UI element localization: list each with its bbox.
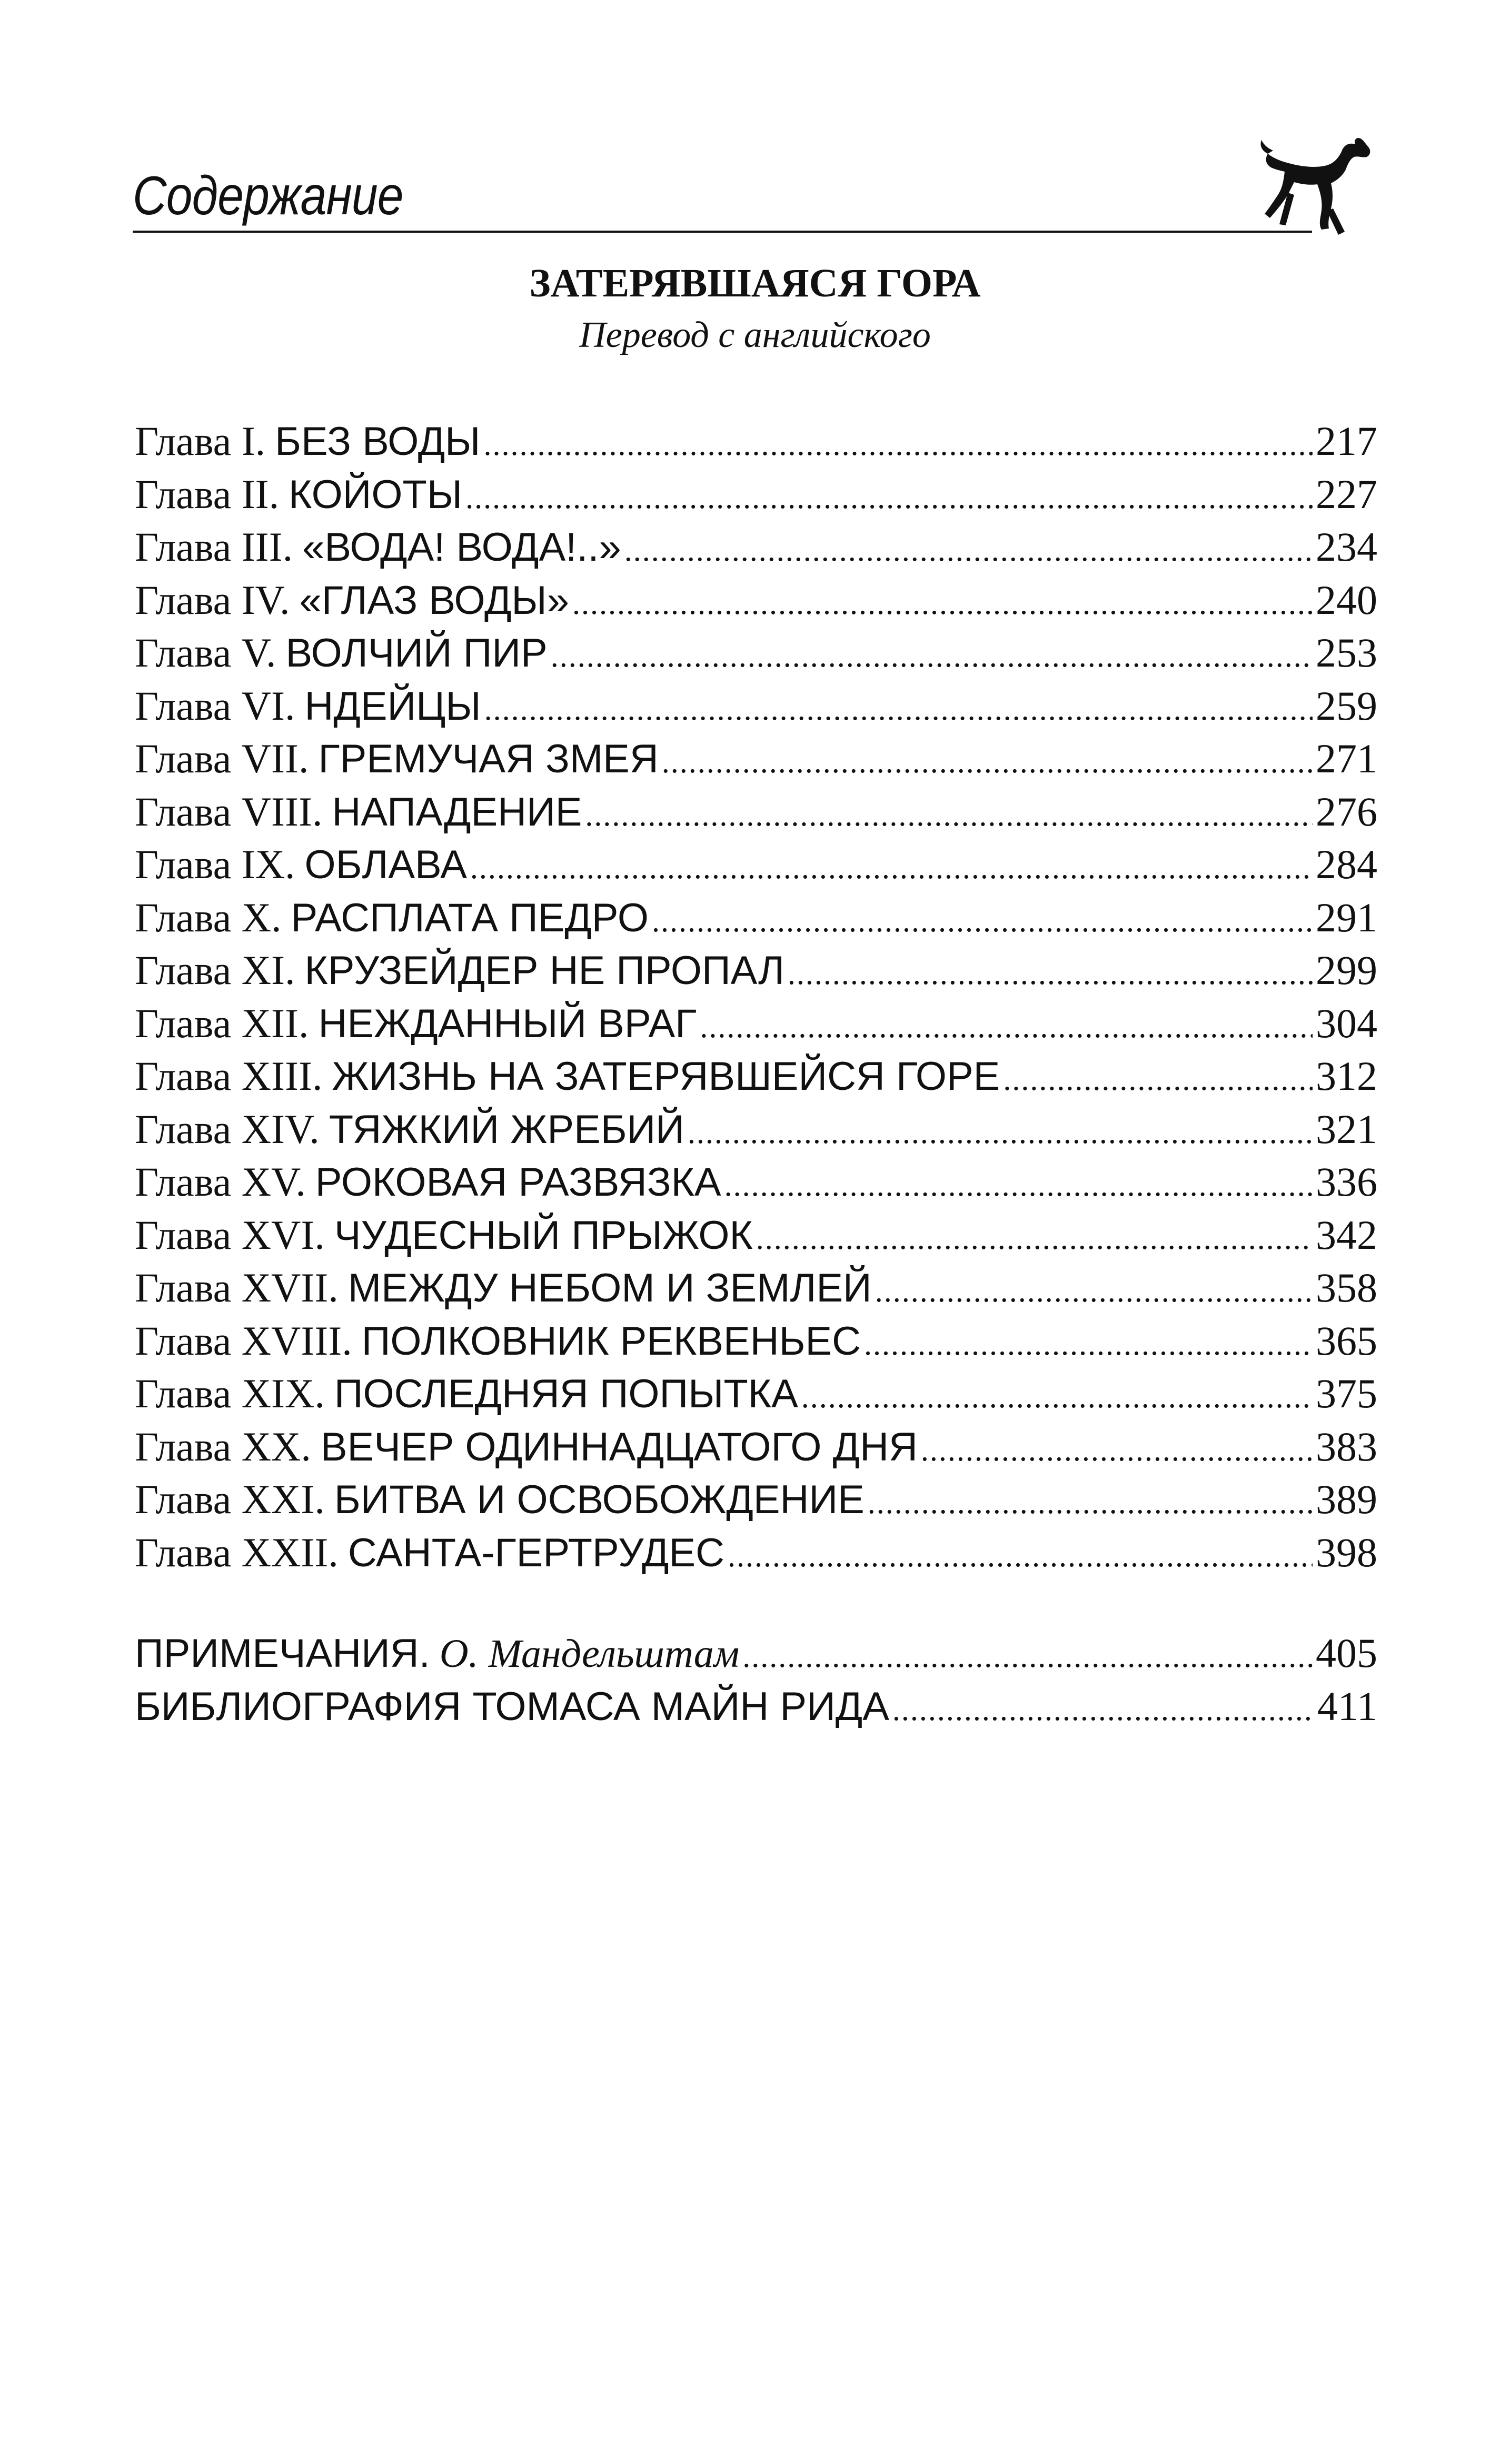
chapter-number: Глава XXII. — [135, 1529, 339, 1575]
dot-leader — [875, 1265, 1313, 1318]
chapter-title: ОБЛАВА — [304, 842, 467, 887]
chapter-number: Глава XX. — [135, 1423, 311, 1469]
chapter-number: Глава VI. — [135, 682, 295, 729]
toc-entry[interactable] — [135, 1367, 1377, 1420]
page-number: 312 — [1316, 1053, 1377, 1099]
dot-leader — [728, 1529, 1313, 1583]
toc-entry[interactable] — [135, 574, 1377, 627]
page-number: 240 — [1316, 577, 1377, 623]
page-number: 259 — [1316, 682, 1377, 729]
chapter-number: Глава XVIII. — [135, 1317, 352, 1364]
chapter-number: Глава II. — [135, 471, 280, 517]
dot-leader — [892, 1683, 1314, 1736]
chapter-title: «ВОДА! ВОДА!..» — [302, 525, 621, 570]
dot-leader — [483, 418, 1313, 471]
chapter-title: ВОЛЧИЙ ПИР — [285, 631, 548, 675]
page-number: 299 — [1316, 947, 1377, 993]
toc-entry[interactable] — [135, 680, 1377, 733]
toc-entry[interactable] — [135, 627, 1377, 680]
dot-leader — [585, 789, 1313, 842]
chapter-number: Глава XIX. — [135, 1370, 325, 1416]
chapter-title: ЖИЗНЬ НА ЗАТЕРЯВШЕЙСЯ ГОРЕ — [332, 1054, 1000, 1099]
chapter-title: ПОЛКОВНИК РЕКВЕНЬЕС — [361, 1318, 861, 1364]
page-number: 358 — [1316, 1265, 1377, 1310]
dot-leader — [724, 1159, 1313, 1212]
dot-leader — [1003, 1053, 1313, 1106]
table-of-contents — [135, 415, 1377, 1579]
dot-leader — [801, 1370, 1313, 1424]
dot-leader — [864, 1318, 1313, 1371]
page-number: 411 — [1317, 1683, 1377, 1729]
chapter-title: КОЙОТЫ — [289, 472, 463, 517]
page-number: 375 — [1316, 1370, 1377, 1416]
page-number: 336 — [1316, 1159, 1377, 1205]
chapter-number: Глава V. — [135, 630, 276, 675]
dot-leader — [662, 736, 1313, 789]
chapter-title: ГРЕМУЧАЯ ЗМЕЯ — [318, 737, 659, 781]
chapter-number: Глава X. — [135, 894, 282, 940]
backmatter-entry[interactable] — [135, 1627, 1377, 1680]
toc-entry[interactable] — [135, 891, 1377, 945]
dot-leader — [756, 1212, 1313, 1265]
dot-leader — [572, 577, 1313, 630]
chapter-title: НДЕЙЦЫ — [304, 683, 481, 729]
chapter-number: Глава XVII. — [135, 1265, 339, 1310]
chapter-title: КРУЗЕЙДЕР НЕ ПРОПАЛ — [304, 948, 784, 993]
backmatter-author: О. Мандельштам — [439, 1632, 740, 1676]
page-number: 398 — [1316, 1529, 1377, 1575]
toc-entry[interactable] — [135, 838, 1377, 891]
backmatter-entry[interactable] — [135, 1680, 1377, 1733]
running-header — [133, 153, 1380, 237]
dot-leader — [624, 524, 1313, 577]
horse-icon — [1259, 132, 1380, 242]
dot-leader — [551, 630, 1313, 683]
dot-leader — [742, 1630, 1313, 1683]
chapter-title: «ГЛАЗ ВОДЫ» — [299, 578, 569, 623]
chapter-title: НЕЖДАННЫЙ ВРАГ — [318, 1001, 697, 1046]
chapter-title: САНТА-ГЕРТРУДЕС — [347, 1530, 724, 1575]
chapter-title: РАСПЛАТА ПЕДРО — [291, 895, 649, 940]
toc-entry[interactable] — [135, 1050, 1377, 1103]
toc-entry[interactable] — [135, 1209, 1377, 1262]
toc-entry[interactable] — [135, 1261, 1377, 1315]
toc-entry[interactable] — [135, 732, 1377, 786]
page-number: 276 — [1316, 788, 1377, 834]
chapter-title: НАПАДЕНИЕ — [332, 789, 582, 834]
chapter-title: ТЯЖКИЙ ЖРЕБИЙ — [329, 1107, 684, 1152]
backmatter-list — [135, 1627, 1377, 1733]
chapter-number: Глава XVI. — [135, 1211, 325, 1258]
chapter-number: Глава XII. — [135, 1000, 309, 1046]
dot-leader — [465, 471, 1313, 524]
chapter-number: Глава IX. — [135, 841, 295, 887]
page-number: 304 — [1316, 1000, 1377, 1046]
chapter-number: Глава XV. — [135, 1159, 306, 1205]
chapter-title: МЕЖДУ НЕБОМ И ЗЕМЛЕЙ — [347, 1266, 872, 1310]
toc-entry[interactable] — [135, 468, 1377, 521]
book-subtitle: Перевод с английского — [579, 315, 931, 355]
page-number: 234 — [1316, 524, 1377, 570]
page-number: 253 — [1316, 630, 1377, 675]
chapter-number: Глава VIII. — [135, 788, 323, 834]
toc-entry[interactable] — [135, 944, 1377, 997]
dot-leader — [868, 1476, 1313, 1529]
toc-entry[interactable] — [135, 786, 1377, 839]
chapter-number: Глава XXI. — [135, 1476, 325, 1522]
chapter-title: БЕЗ ВОДЫ — [275, 419, 481, 464]
toc-entry[interactable] — [135, 1420, 1377, 1474]
toc-entry[interactable] — [135, 997, 1377, 1050]
chapter-title: РОКОВАЯ РАЗВЯЗКА — [315, 1160, 721, 1205]
chapter-number: Глава III. — [135, 524, 293, 570]
dot-leader — [470, 841, 1313, 895]
toc-entry[interactable] — [135, 521, 1377, 574]
page-number: 342 — [1316, 1211, 1377, 1258]
header-title: Содержание — [133, 165, 403, 226]
dot-leader — [484, 683, 1313, 736]
toc-entry[interactable] — [135, 1526, 1377, 1579]
book-title: ЗАТЕРЯВШАЯСЯ ГОРА — [529, 261, 981, 305]
page-number: 217 — [1316, 418, 1377, 464]
backmatter-title: ПРИМЕЧАНИЯ. — [135, 1631, 430, 1676]
toc-entry[interactable] — [135, 1103, 1377, 1156]
page-number: 389 — [1316, 1476, 1377, 1522]
dot-leader — [688, 1106, 1313, 1159]
chapter-number: Глава VII. — [135, 736, 309, 781]
page-number: 365 — [1316, 1317, 1377, 1364]
toc-entry[interactable] — [135, 1473, 1377, 1526]
chapter-title: БИТВА И ОСВОБОЖДЕНИЕ — [334, 1477, 865, 1522]
dot-leader — [652, 895, 1313, 948]
page-number: 291 — [1316, 894, 1377, 940]
chapter-number: Глава XI. — [135, 947, 295, 993]
header-rule — [133, 231, 1312, 233]
dot-leader — [788, 947, 1313, 1000]
backmatter-title: БИБЛИОГРАФИЯ ТОМАСА МАЙН РИДА — [135, 1684, 889, 1729]
page-number: 227 — [1316, 471, 1377, 517]
dot-leader — [700, 1000, 1313, 1054]
toc-entry[interactable] — [135, 415, 1377, 468]
chapter-number: Глава XIII. — [135, 1053, 323, 1099]
page-number: 383 — [1316, 1423, 1377, 1469]
toc-entry[interactable] — [135, 1156, 1377, 1209]
chapter-number: Глава XIV. — [135, 1106, 320, 1152]
toc-entry[interactable] — [135, 1315, 1377, 1368]
page-number: 284 — [1316, 841, 1377, 887]
chapter-number: Глава IV. — [135, 577, 290, 623]
page-number: 405 — [1316, 1630, 1377, 1676]
chapter-title: ВЕЧЕР ОДИННАДЦАТОГО ДНЯ — [320, 1424, 918, 1469]
page-number: 271 — [1316, 736, 1377, 781]
chapter-number: Глава I. — [135, 418, 266, 464]
dot-leader — [921, 1424, 1313, 1477]
chapter-title: ЧУДЕСНЫЙ ПРЫЖОК — [334, 1213, 753, 1258]
page-number: 321 — [1316, 1106, 1377, 1152]
chapter-title: ПОСЛЕДНЯЯ ПОПЫТКА — [334, 1372, 798, 1416]
